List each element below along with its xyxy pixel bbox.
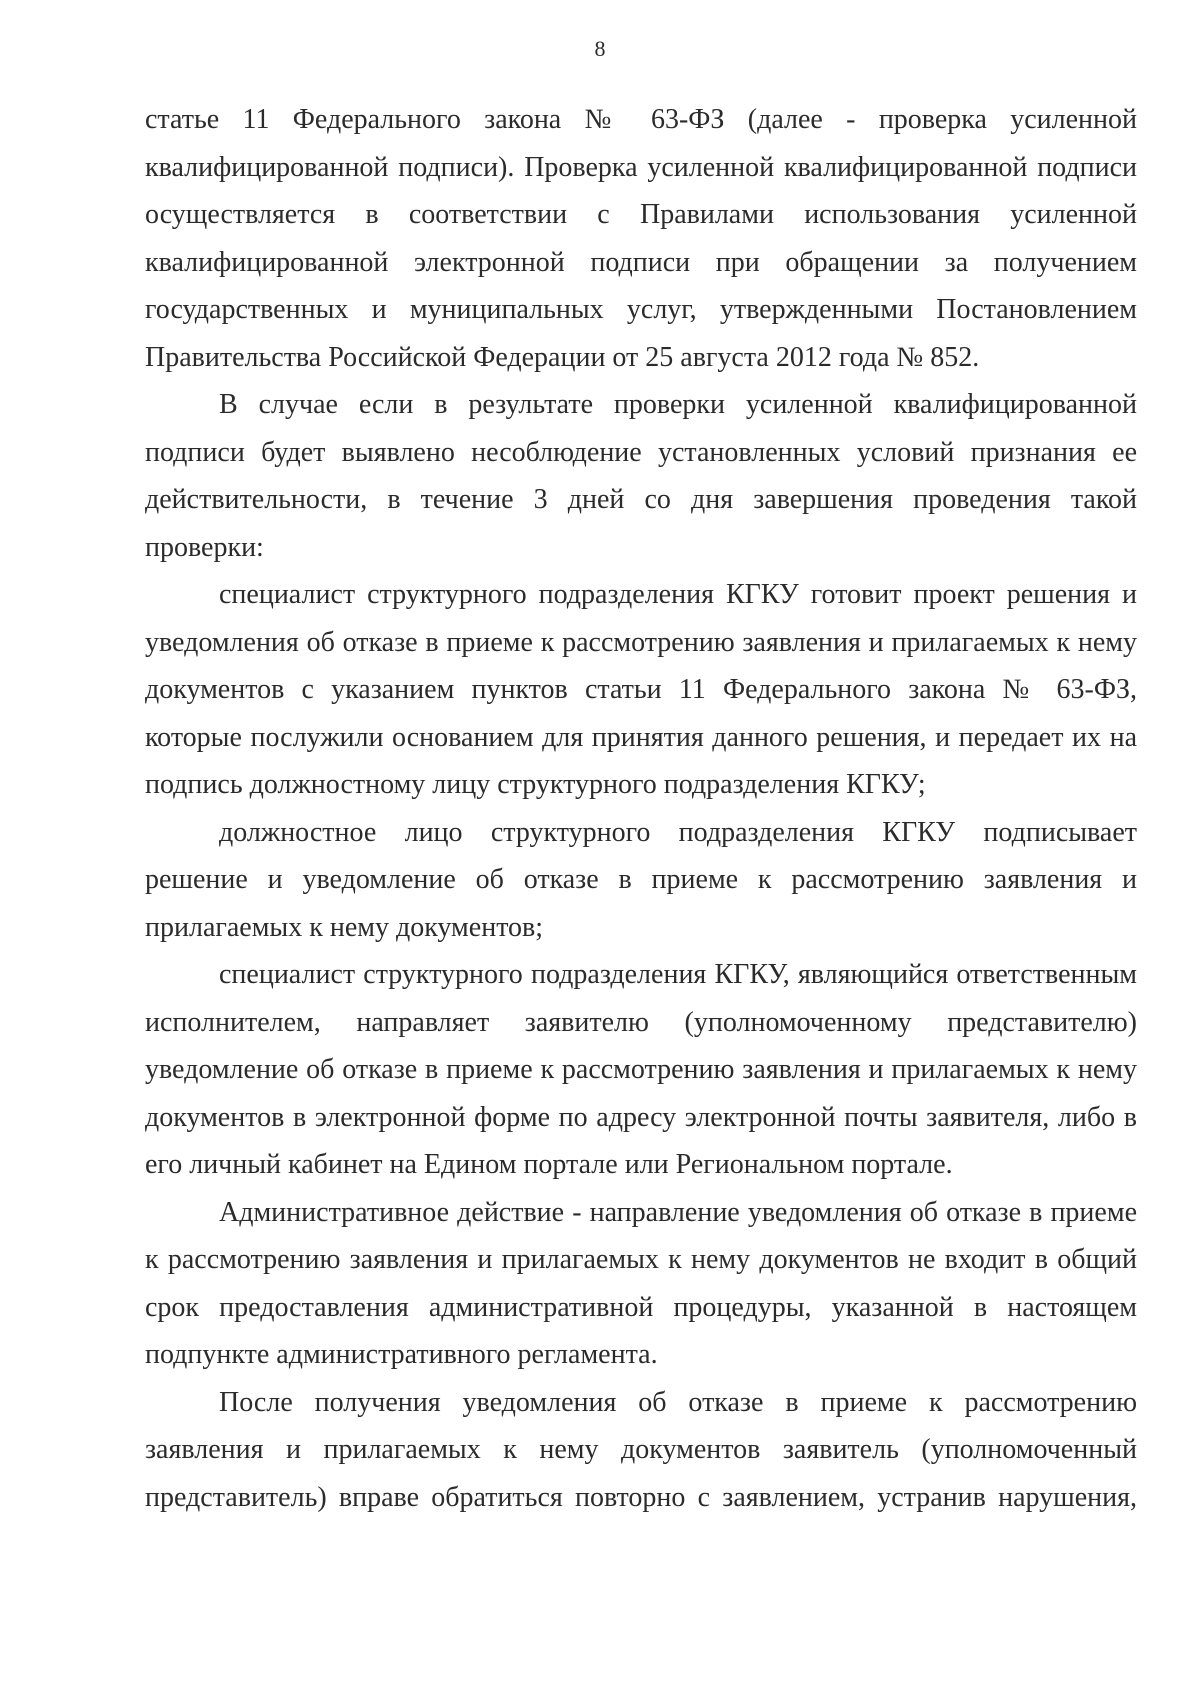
paragraph-6: Административное действие - направление уведомления об отказе в приеме к рассмотрению заявления и прилагаемых к нему документов не входит в общий срок предоставления административной процедуры, указанной в настоящем подпункте административного регламента. xyxy=(145,1196,1137,1370)
paragraph-7: После получения уведомления об отказе в приеме к рассмотрению заявления и прилагаемых к нему документов заявитель (уполномоченный представитель) вправе обратиться повторно с заявлением, устранив нарушения, xyxy=(145,1386,1137,1513)
paragraph-4: должностное лицо структурного подразделения КГКУ подписывает решение и уведомление об отказе в приеме к рассмотрению заявления и прилагаемых к нему документов; xyxy=(145,816,1137,943)
paragraph-2: В случае если в результате проверки усиленной квалифицированной подписи будет выявлено несоблюдение установленных условий признания ее действительности, в течение 3 дней со дня завершения проведения такой проверки: xyxy=(145,389,1137,563)
document-body xyxy=(145,96,1137,1521)
paragraph-1: статье 11 Федерального закона № 63-ФЗ (далее - проверка усиленной квалифицированной подписи). Проверка усиленной квалифицированной подписи осуществляется в соответствии с Правилами использования усиленной квалифицированной электронной подписи при обращении за получением государственных и муниципальных услуг, утвержденными Постановлением Правительства Российской Федерации от 25 августа 2012 года № 852. xyxy=(145,104,1137,373)
page-number: 8 xyxy=(594,36,606,61)
paragraph-5: специалист структурного подразделения КГКУ, являющийся ответственным исполнителем, направляет заявителю (уполномоченному представителю) уведомление об отказе в приеме к рассмотрению заявления и прилагаемых к нему документов в электронной форме по адресу электронной почты заявителя, либо в его личный кабинет на Едином портале или Региональном портале. xyxy=(145,959,1137,1180)
paragraph-3: специалист структурного подразделения КГКУ готовит проект решения и уведомления об отказе в приеме к рассмотрению заявления и прилагаемых к нему документов с указанием пунктов статьи 11 Федерального закона № 63-ФЗ, которые послужили основанием для принятия данного решения, и передает их на подпись должностному лицу структурного подразделения КГКУ; xyxy=(145,579,1137,800)
